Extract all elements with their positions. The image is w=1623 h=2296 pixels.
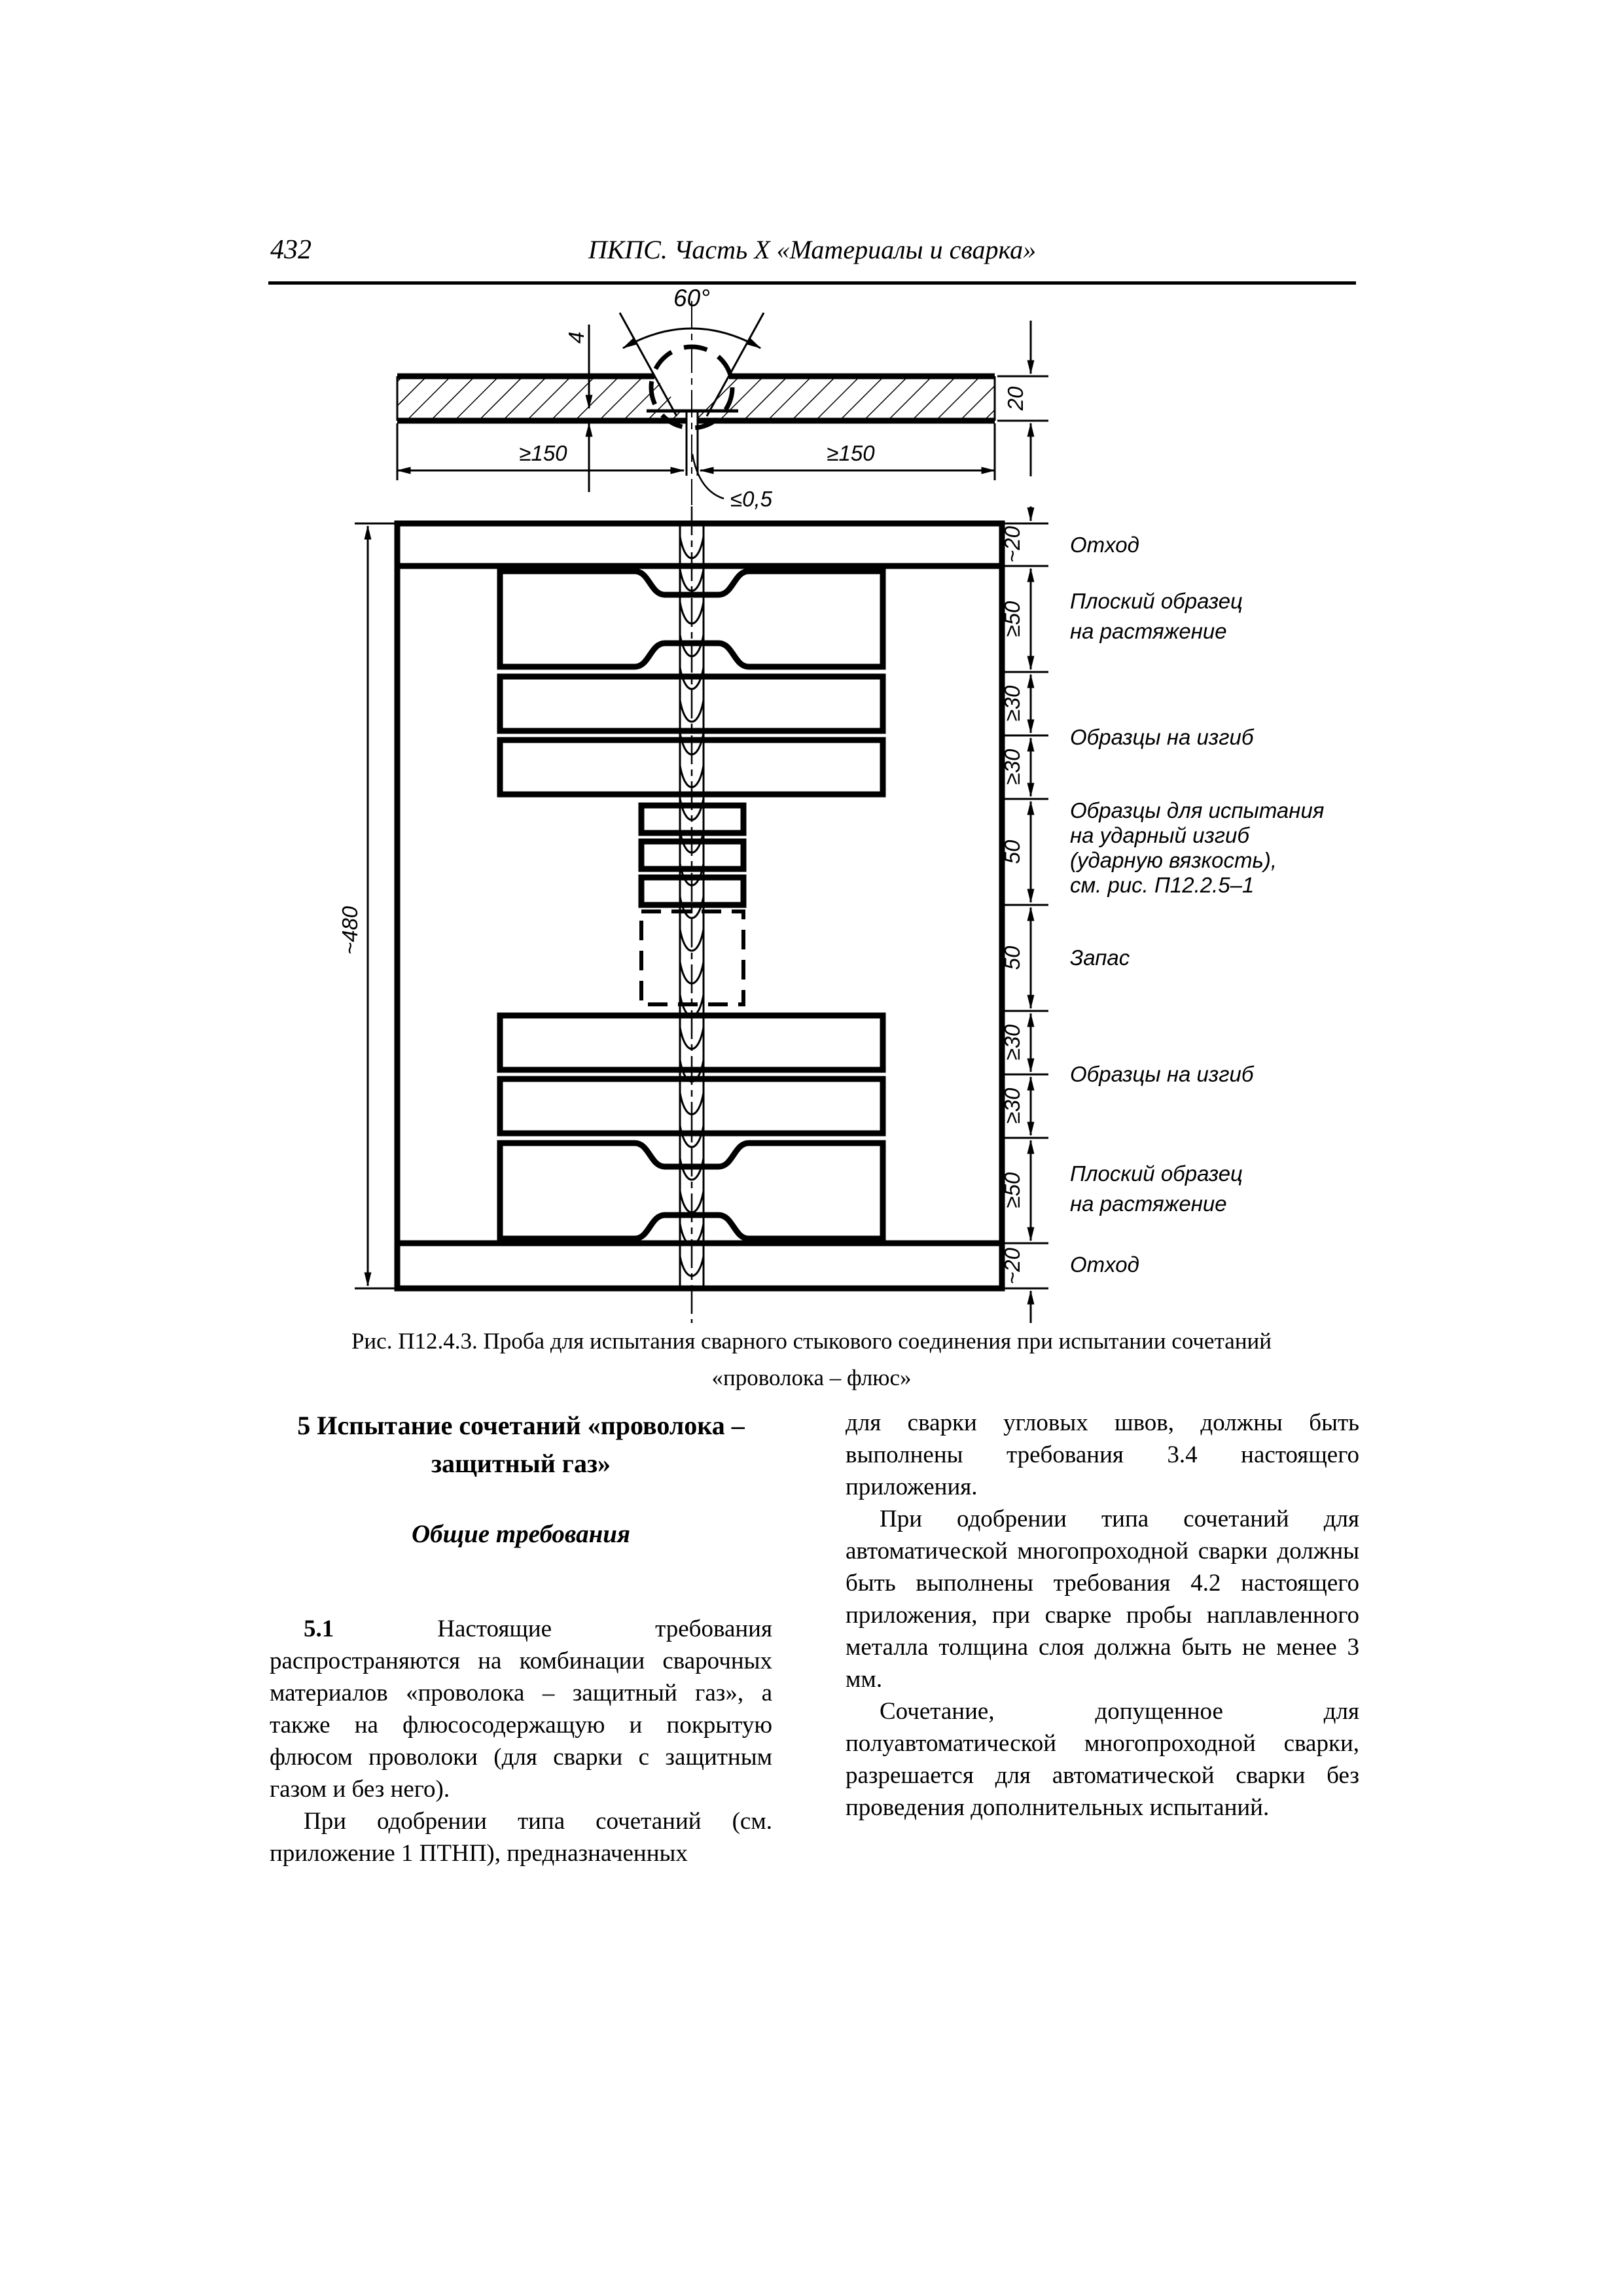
overall-height-label: ~480 <box>338 906 362 955</box>
thickness-dimension <box>997 321 1048 476</box>
weld-cross-section-figure <box>327 283 1387 513</box>
length-left-label: ≥150 <box>519 441 567 465</box>
subsection-heading: Общие требования <box>411 1520 631 1548</box>
text-column-right <box>846 1407 1359 1824</box>
label-impact-3: (ударную вязкость), <box>1070 848 1277 872</box>
section-heading-line2: защитный газ» <box>431 1449 611 1478</box>
label-tensile-bottom-2: на растяжение <box>1070 1192 1227 1216</box>
dim-bend-2: ≥30 <box>1000 749 1024 785</box>
label-tensile-bottom-1: Плоский образец <box>1070 1161 1243 1186</box>
dim-bend-3: ≥30 <box>1000 1024 1024 1061</box>
label-waste-bottom: Отход <box>1070 1252 1139 1277</box>
dim-bend-1: ≥30 <box>1000 685 1024 722</box>
label-impact-1: Образцы для испытания <box>1070 798 1325 822</box>
angle-label: 60° <box>673 285 710 311</box>
dim-tensile-bottom: ≥50 <box>1000 1172 1024 1209</box>
root-gap-dimension <box>692 454 773 511</box>
dim-tensile-top: ≥50 <box>1000 601 1024 637</box>
paragraph-right-1: для сварки угловых швов, должны быть выполнены требования 3.4 настоящего приложения. <box>846 1409 1359 1500</box>
label-reserve: Запас <box>1070 945 1130 970</box>
label-tensile-top-2: на растяжение <box>1070 619 1227 643</box>
dim-impact: 50 <box>1000 839 1024 864</box>
section-heading <box>270 1407 772 1483</box>
label-bend-top: Образцы на изгиб <box>1070 725 1254 749</box>
specimen-layout-figure <box>327 505 1387 1324</box>
paragraph-left-2: При одобрении типа сочетаний (см. приложение 1 ПТНП), предназначенных <box>270 1808 772 1867</box>
weld-seam <box>680 506 704 1323</box>
label-impact-4: см. рис. П12.2.5–1 <box>1070 873 1255 897</box>
label-bend-bottom: Образцы на изгиб <box>1070 1062 1254 1086</box>
paragraph-right-2: При одобрении типа сочетаний для автоматической многопроходной сварки должны быть выполнены требования 4.2 настоящего приложения, при сварке пробы наплавленного металла толщина слоя должна быть не менее 3 мм. <box>846 1506 1359 1693</box>
specimen-layout-svg <box>327 505 1387 1324</box>
clause-number: 5.1 <box>304 1616 334 1642</box>
page-number: 432 <box>270 235 312 265</box>
figure-caption-line1: Рис. П12.4.3. Проба для испытания сварного стыкового соединения при испытании сочетаний <box>351 1328 1272 1354</box>
root-face-label: 4 <box>564 331 588 344</box>
dim-waste-top: ~20 <box>1000 526 1024 563</box>
section-text-labels <box>1070 533 1324 1277</box>
running-head-title: ПКПС. Часть X «Материалы и сварка» <box>588 235 1037 264</box>
paragraph-5-1-text: Настоящие требования распространяются на комбинации сварочных материалов «проволока – защитный газ», а также на флюсосодержащую и покрытую флюсом проволоки (для сварки с защитным газом и без него). <box>270 1616 772 1803</box>
thickness-label: 20 <box>1003 386 1027 411</box>
plate-hatched-section <box>397 376 995 421</box>
overall-height-dimension <box>338 523 397 1288</box>
section-heading-line1: 5 Испытание сочетаний «проволока – <box>297 1411 745 1440</box>
weld-cross-section-svg <box>327 283 1387 513</box>
paragraph-5-1 <box>270 1613 772 1805</box>
dim-bend-4: ≥30 <box>1000 1087 1024 1124</box>
label-waste-top: Отход <box>1070 533 1139 557</box>
dim-waste-bottom: ~20 <box>1000 1248 1024 1284</box>
text-column-left <box>270 1407 772 1869</box>
dim-reserve: 50 <box>1000 945 1024 970</box>
label-tensile-top-1: Плоский образец <box>1070 589 1243 613</box>
root-gap-label: ≤0,5 <box>730 487 772 511</box>
width-dimension <box>397 423 995 480</box>
figure-caption <box>196 1323 1427 1396</box>
label-impact-2: на ударный изгиб <box>1070 823 1249 847</box>
figure-caption-line2: «проволока – флюс» <box>711 1365 912 1390</box>
paragraph-right-3: Сочетание, допущенное для полуавтоматической многопроходной сварки, разрешается для автоматической сварки без проведения дополнительных испытаний. <box>846 1698 1359 1821</box>
length-right-label: ≥150 <box>827 441 875 465</box>
